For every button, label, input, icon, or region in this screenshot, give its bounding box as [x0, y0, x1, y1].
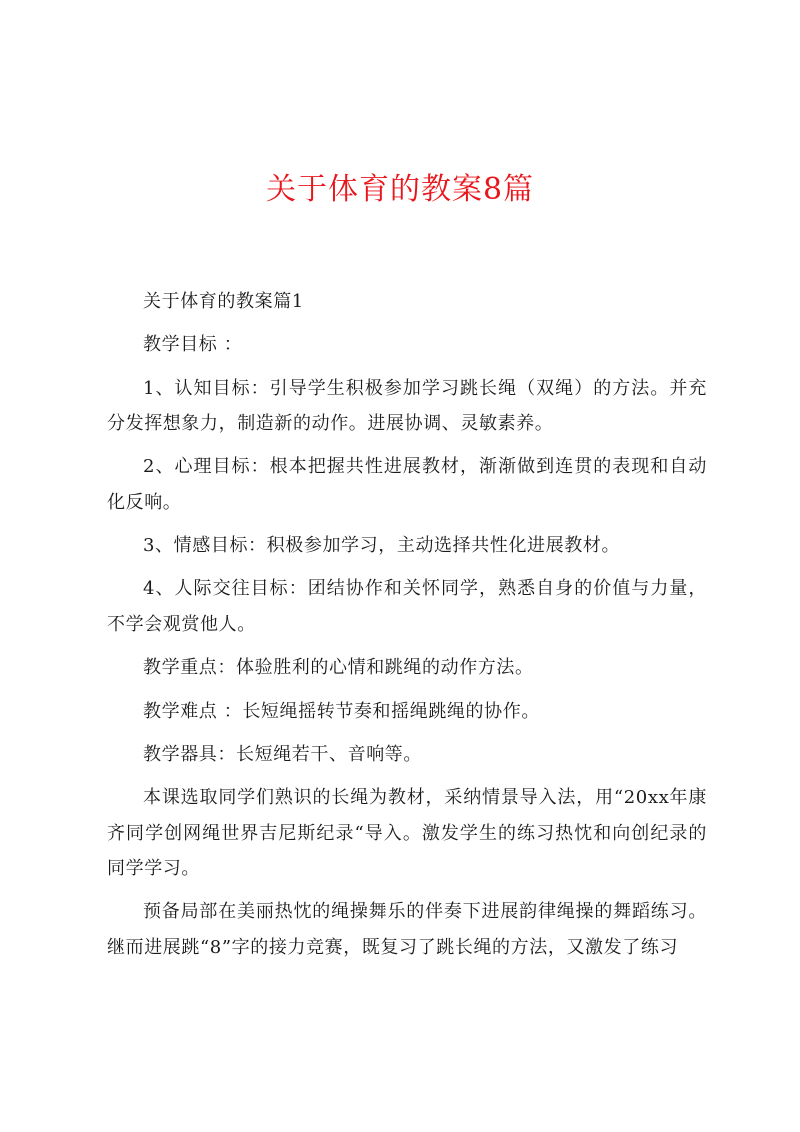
paragraph-teaching-goals: 教学目标 ：: [143, 334, 243, 356]
paragraph-introduction: 本课选取同学们熟识的长绳为教材，采纳情景导入法，用“20xx年康齐同学创网绳世界吉尼斯纪录“导入。激发学生的练习热忱和向创纪录的同学学习。: [107, 787, 707, 880]
paragraph-interpersonal-goal: 4、人际交往目标：团结协作和关怀同学，熟悉自身的价值与力量，不学会观赏他人。: [107, 578, 707, 635]
paragraph-preparation: 预备局部在美丽热忱的绳操舞乐的伴奏下进展韵律绳操的舞蹈练习。继而进展跳“8”字的接力竞赛，既复习了跳长绳的方法，又激发了练习: [107, 901, 707, 958]
paragraph-key-points: 教学重点：体验胜利的心情和跳绳的动作方法。: [143, 657, 534, 679]
paragraph-equipment: 教学器具：长短绳若干、音响等。: [143, 743, 422, 765]
document-body: [107, 284, 707, 973]
document-title: 关于体育的教案8篇: [265, 172, 535, 207]
paragraph-psychological-goal: 2、心理目标：根本把握共性进展教材，渐渐做到连贯的表现和自动化反响。: [107, 456, 707, 513]
paragraph-difficulties: 教学难点 ：长短绳摇转节奏和摇绳跳绳的协作。: [143, 700, 540, 722]
paragraph-cognitive-goal: 1、认知目标：引导学生积极参加学习跳长绳（双绳）的方法。并充分发挥想象力，制造新的动作。进展协调、灵敏素养。: [107, 377, 707, 435]
paragraph-emotional-goal: 3、情感目标：积极参加学习，主动选择共性化进展教材。: [143, 535, 621, 557]
section-heading: 关于体育的教案篇1: [143, 291, 304, 312]
